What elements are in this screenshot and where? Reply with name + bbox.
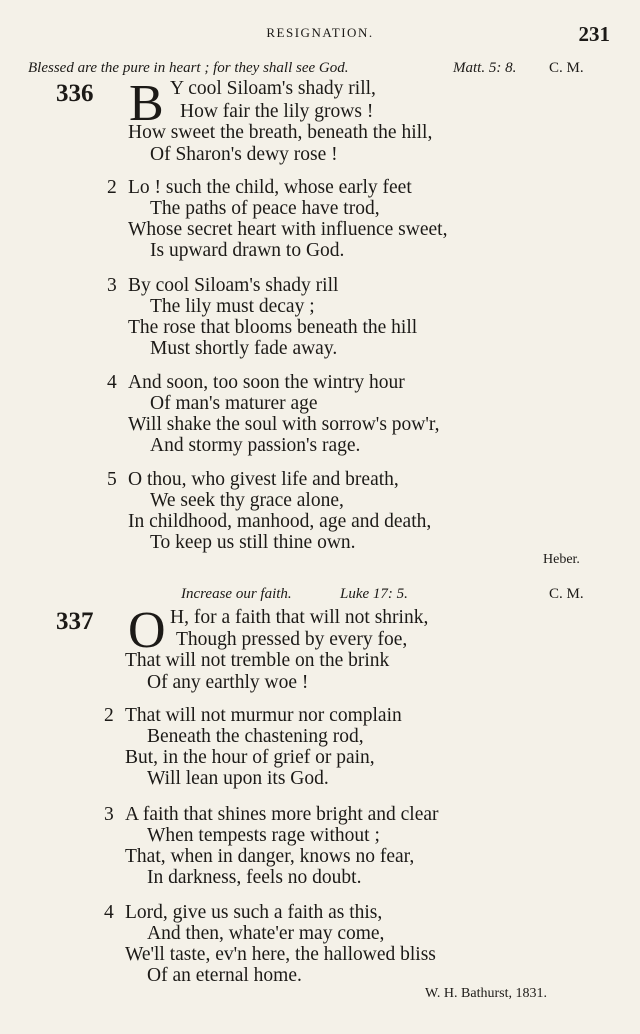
running-header: RESIGNATION. [266,25,374,40]
hymn-line: Will shake the soul with sorrow's pow'r, [128,414,440,435]
verse-number: 4 [107,372,117,393]
scripture-caption-336: Blessed are the pure in heart ; for they shall see God. [28,60,349,76]
hymn-line: The lily must decay ; [150,296,315,317]
hymn-line: Must shortly fade away. [150,338,338,359]
drop-cap-337: O [128,602,166,659]
hymn-number-336: 336 [56,80,94,107]
meter-337: C. M. [549,586,584,602]
hymn-line: In darkness, feels no doubt. [147,867,362,888]
hymn-line: Beneath the chastening rod, [147,726,364,747]
hymn-line: Though pressed by every foe, [176,629,408,650]
hymn-line: That, when in danger, knows no fear, [125,846,415,867]
page-number: 231 [578,22,610,46]
hymn-line: We'll taste, ev'n here, the hallowed bliss [125,944,436,965]
scripture-reference-337: Luke 17: 5. [340,586,408,602]
hymn-line: A faith that shines more bright and clear [125,804,439,825]
hymn-line: Lo ! such the child, whose early feet [128,177,412,198]
verse-number: 2 [104,705,114,726]
hymn-line: The paths of peace have trod, [150,198,380,219]
hymn-line: And stormy passion's rage. [150,435,361,456]
author-337: W. H. Bathurst, 1831. [425,986,547,1001]
hymn-line: How fair the lily grows ! [180,101,374,122]
hymn-number-337: 337 [56,608,94,635]
hymn-line: Of any earthly woe ! [147,672,309,693]
verse-number: 3 [107,275,117,296]
hymn-line: Will lean upon its God. [147,768,329,789]
hymn-line: But, in the hour of grief or pain, [125,747,375,768]
verse-number: 5 [107,469,117,490]
hymn-line: The rose that blooms beneath the hill [128,317,418,338]
scripture-caption-337: Increase our faith. [181,586,292,602]
hymn-line: Is upward drawn to God. [150,240,345,261]
hymn-line: Whose secret heart with influence sweet, [128,219,448,240]
hymn-line: In childhood, manhood, age and death, [128,511,432,532]
author-336: Heber. [543,552,580,567]
hymn-line: Of man's maturer age [150,393,318,414]
verse-number: 2 [107,177,117,198]
hymn-line: That will not murmur nor complain [125,705,402,726]
hymn-line: By cool Siloam's shady rill [128,275,339,296]
hymn-line: We seek thy grace alone, [150,490,344,511]
scripture-reference-336: Matt. 5: 8. [453,60,517,76]
verse-number: 4 [104,902,114,923]
hymn-line: Of an eternal home. [147,965,302,986]
verse-number: 3 [104,804,114,825]
hymn-line: To keep us still thine own. [150,532,356,553]
drop-cap-336: B [129,75,164,132]
hymn-line: And then, whate'er may come, [147,923,385,944]
first-line-337: H, for a faith that will not shrink, [170,607,429,628]
hymn-line: Of Sharon's dewy rose ! [150,144,338,165]
hymn-line: O thou, who givest life and breath, [128,469,399,490]
first-line-336: Y cool Siloam's shady rill, [170,78,376,99]
hymn-line: And soon, too soon the wintry hour [128,372,405,393]
hymn-line: When tempests rage without ; [147,825,380,846]
hymn-line: That will not tremble on the brink [125,650,390,671]
meter-336: C. M. [549,60,584,76]
hymn-line: Lord, give us such a faith as this, [125,902,383,923]
hymn-line: How sweet the breath, beneath the hill, [128,122,433,143]
